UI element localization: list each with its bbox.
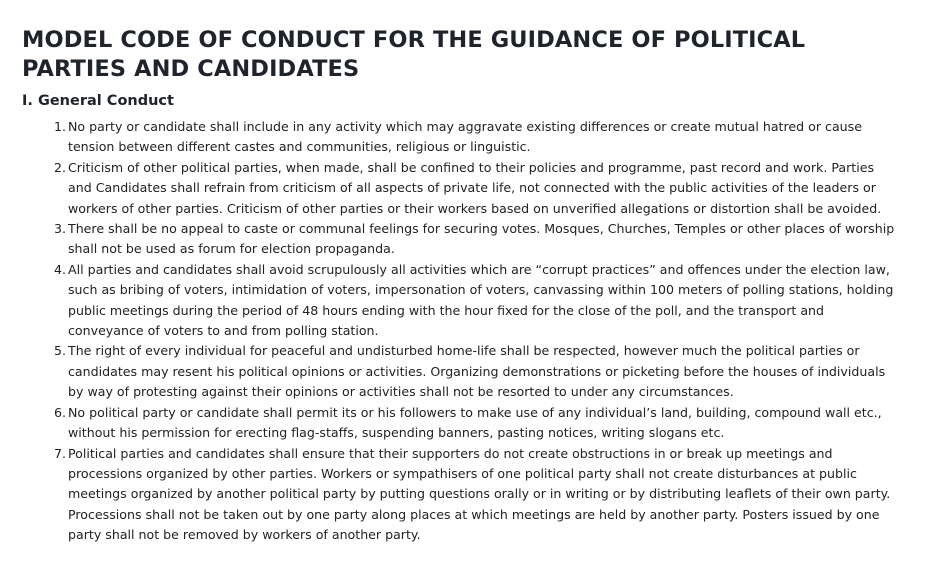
list-item — [54, 158, 912, 219]
clause-text: No party or candidate shall include in any activity which may aggravate existing differences or create mutual hatred or cause tension between different castes and communities, religious or linguistic. — [68, 119, 862, 155]
clause-number: 5. — [54, 343, 67, 359]
list-item — [54, 117, 912, 158]
clause-number: 6. — [54, 404, 67, 420]
clause-text: No political party or candidate shall permit its or his followers to make use of any individual’s land, building, compound wall etc., without his permission for erecting flag-staffs, suspending banners, pasting notices, writing slogans etc. — [68, 404, 882, 441]
clause-number: 4. — [54, 261, 67, 277]
clause-text: The right of every individual for peaceful and undisturbed home-life shall be respected, however much the political parties or candidates may resent his political opinions or activities. Organizing demonstrations or picketing before the houses of individuals by way of protesting against their opinions or activities shall not be resorted to under any circumstances. — [68, 343, 886, 400]
clause-list — [22, 117, 912, 546]
clause-number: 7. — [54, 445, 67, 461]
clause-text: All parties and candidates shall avoid scrupulously all activities which are “corrupt practices” and offences under the election law, such as bribing of voters, intimidation of voters, impersonation of voters, canvassing within 100 meters of polling stations, holding public meetings during the period of 48 hours ending with the hour fixed for the close of the poll, and the transport and conveyance of voters to and from polling station. — [68, 261, 894, 339]
list-item — [54, 341, 912, 402]
clause-text: There shall be no appeal to caste or communal feelings for securing votes. Mosques, Churches, Temples or other places of worship shall not be used as forum for election propaganda. — [68, 221, 895, 257]
clause-number: 3. — [54, 221, 67, 237]
section-heading: I. General Conduct — [22, 93, 174, 109]
clause-text: Criticism of other political parties, when made, shall be confined to their policies and programme, past record and work. Parties and Candidates shall refrain from criticism of all aspects of private life, not connected with the public activities of the leaders or workers of other parties. Criticism of other parties or their workers based on unverified allegations or distortion shall be avoided. — [68, 159, 882, 216]
list-item — [54, 219, 912, 260]
clause-number: 2. — [54, 159, 67, 175]
page-title: MODEL CODE OF CONDUCT FOR THE GUIDANCE OF POLITICAL PARTIES AND CANDIDATES — [22, 27, 806, 82]
list-item — [54, 260, 912, 342]
list-item — [54, 403, 912, 444]
clause-number: 1. — [54, 119, 67, 134]
clause-text: Political parties and candidates shall ensure that their supporters do not create obstructions in or break up meetings and processions organized by other parties. Workers or sympathisers of one political party shall not create disturbances at public meetings organized by another political party by putting questions orally or in writing or by distributing leaflets of their own party. Processions shall not be taken out by one party along places at which meetings are held by another party. Posters issued by one party shall not be removed by workers of another party. — [68, 445, 891, 543]
list-item — [54, 444, 912, 546]
